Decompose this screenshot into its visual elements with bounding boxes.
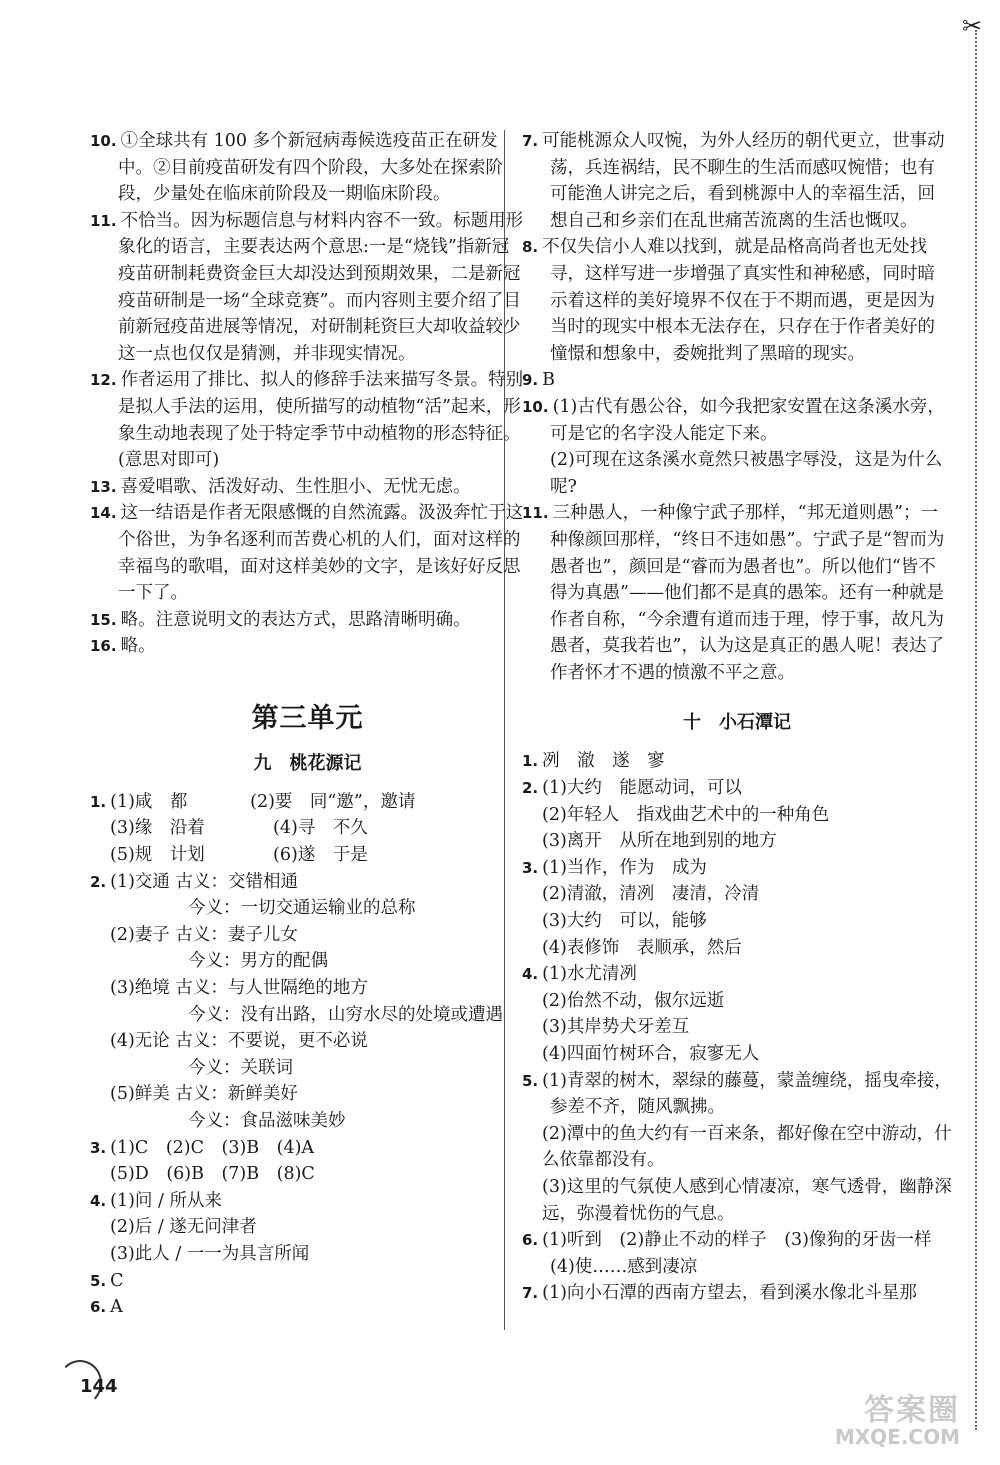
- scissors-icon: ✂: [962, 12, 983, 40]
- answer-r2-line: (3)离开 从所在地到别的地方: [542, 831, 777, 852]
- watermark-logo: 答案圈: [864, 1393, 960, 1428]
- answer-1-row: (5)规 计划 (6)遂 于是: [110, 845, 368, 866]
- answer-6: 6. A: [90, 1297, 123, 1318]
- answer-r5-line: (2)潭中的鱼大约有一百来条，都好像在空中游动，什么依靠都没有。: [542, 1123, 952, 1171]
- page-number: 144: [80, 1376, 118, 1397]
- answer-r3-line: 3. (1)当作，作为 成为: [522, 857, 707, 878]
- answer-4-line: (2)后 / 遂无问津者: [110, 1217, 257, 1238]
- answer-2-sub: 今义：关联词: [188, 1057, 293, 1078]
- answer-4-line: 4. (1)问 / 所从来: [90, 1190, 222, 1211]
- answer-1-row: 1. (1)咸 都 (2)要 同“邀”，邀请: [90, 791, 416, 812]
- answer-8: 8. 不仅失信小人难以找到，就是品格高尚者也无处找寻，这样写进一步增强了真实性和神秘感，同时暗示着这样的美好境界不仅在于不期而遇，更是因为当时的现实中根本无法存在，只存在于作者美好的憧憬和想象中，委婉批判了黑暗的现实。: [522, 237, 935, 364]
- answer-16: 16. 略。: [90, 636, 156, 657]
- answer-r4-line: 4. (1)水尤清冽: [522, 964, 637, 985]
- answer-2-head: (2)妻子 古义：妻子儿女: [110, 924, 298, 945]
- answer-3-line: 3. (1)C (2)C (3)B (4)A: [90, 1137, 315, 1158]
- answer-2-sub: 今义：没有出路，山穷水尽的处境或遭遇: [188, 1004, 503, 1025]
- answer-2-sub: 今义：食品滋味美妙: [188, 1111, 346, 1131]
- answer-11: 11. 不恰当。因为标题信息与材料内容不一致。标题用形象化的语言，主要表达两个意思:一是“烧钱”指新冠疫苗研制耗费资金巨大却没达到预期效果，二是新冠疫苗研制是一场“全球竞赛”。而内容则主要介绍了目前新冠疫苗进展等情况，对研制耗资巨大却收益较少这一点也仅仅是猜测，并非现实情况。: [90, 210, 524, 364]
- answer-r4-line: (2)佁然不动，俶尔远逝: [542, 990, 725, 1011]
- answer-r3-line: (4)表修饰 表顺承，然后: [542, 937, 742, 958]
- answer-13: 13. 喜爱唱歌、活泼好动、生性胆小、无忧无虑。: [90, 476, 471, 497]
- answer-14: 14. 这一结语是作者无限感慨的自然流露。汲汲奔忙于这个俗世，为争名逐利而苦费心机的人们，面对这样的幸福鸟的歌唱，面对这样美妙的文字，是该好好反思一下了。: [90, 503, 524, 604]
- answer-2-head: (5)鲜美 古义：新鲜美好: [110, 1084, 298, 1105]
- answer-2-head: 2. (1)交通 古义：交错相通: [90, 871, 298, 892]
- answer-10-line: 10. (1)古代有愚公谷，如今我把家安置在这条溪水旁，可是它的名字没人能定下来。: [522, 396, 945, 444]
- answer-r5-line: (3)这里的气氛使人感到心情凄凉，寒气透骨，幽静深远，弥漫着忧伤的气息。: [542, 1176, 952, 1224]
- answer-11-right: 11. 三种愚人，一种像宁武子那样，“邦无道则愚”；一种像颜回那样，“终日不违如愚”。宁武子是“智而为愚者也”，颜回是“睿而为愚者也”。所以他们“皆不得为真愚”——他们都不是真的愚笨。还有一种就是作者自称，“今余遭有道而违于理，悖于事，故凡为愚者，莫我若也”，认为这是真正的愚人呢！表达了作者怀才不遇的愤激不平之意。: [522, 503, 945, 683]
- watermark-url: MXQE.COM: [834, 1425, 960, 1449]
- answer-r6: 6. (1)听到 (2)静止不动的样子 (3)像狗的牙齿一样 (4)使……感到凄凉: [522, 1230, 950, 1277]
- answer-r5-line: 5. (1)青翠的树木，翠绿的藤蔓，蒙盖缠绕，摇曳牵接，参差不齐，随风飘拂。: [522, 1070, 952, 1118]
- lesson-title-9: 九 桃花源记: [253, 752, 362, 774]
- answer-r3-line: (2)清澈，清冽 凄清，冷清: [542, 884, 760, 905]
- answer-15: 15. 略。注意说明文的表达方式，思路清晰明确。: [90, 609, 471, 630]
- answer-r2-line: (2)年轻人 指戏曲艺术中的一种角色: [542, 804, 830, 825]
- answer-2-sub: 今义：男方的配偶: [188, 951, 328, 972]
- answer-r4-line: (4)四面竹树环合，寂寥无人: [542, 1044, 760, 1064]
- answer-9: 9. B: [522, 370, 556, 391]
- answer-r2-line: 2. (1)大约 能愿动词，可以: [522, 778, 742, 799]
- answer-r1: 1. 冽 澈 遂 寥: [522, 751, 665, 772]
- right-column: [522, 128, 952, 1307]
- answer-5: 5. C: [90, 1270, 124, 1291]
- answer-r3-line: (3)大约 可以，能够: [542, 911, 707, 932]
- unit-title: 第三单元: [251, 702, 364, 734]
- answer-3-line: (5)D (6)B (7)B (8)C: [110, 1164, 315, 1185]
- answer-1-row: (3)缘 沿着 (4)寻 不久: [110, 818, 368, 839]
- answer-4-line: (3)此人 / 一一为具言所闻: [110, 1243, 310, 1264]
- cut-line: [975, 30, 977, 1430]
- answer-12: 12. 作者运用了排比、拟人的修辞手法来描写冬景。特别是拟人手法的运用，使所描写的动植物“活”起来，形象生动地表现了处于特定季节中动植物的形态特征。(意思对即可): [90, 370, 524, 471]
- left-column: [90, 128, 525, 1321]
- answer-10: 10. ①全球共有 100 多个新冠病毒候选疫苗正在研发中。②目前疫苗研发有四个阶段，大多处在探索阶段，少量处在临床前阶段及一期临床阶段。: [90, 131, 503, 205]
- answer-2-block: [90, 869, 525, 1135]
- answer-2-head: (3)绝境 古义：与人世隔绝的地方: [110, 978, 368, 999]
- answer-10-line: (2)可现在这条溪水竟然只被愚字辱没，这是为什么呢?: [550, 450, 943, 497]
- answer-7: 7. 可能桃源众人叹惋，为外人经历的朝代更立，世事动荡，兵连祸结，民不聊生的生活而感叹惋惜；也有可能渔人讲完之后，看到桃源中人的幸福生活，回想自己和乡亲们在乱世痛苦流离的生活也慨叹。: [522, 131, 945, 231]
- answer-1-block: [90, 789, 525, 869]
- answer-2-head: (4)无论 古义：不要说，更不必说: [110, 1031, 368, 1052]
- answer-r4-line: (3)其岸势犬牙差互: [542, 1017, 690, 1038]
- answer-r7: 7. (1)向小石潭的西南方望去，看到溪水像北斗星那: [522, 1283, 917, 1304]
- lesson-title-10: 十 小石潭记: [683, 712, 791, 734]
- answer-2-sub: 今义：一切交通运输业的总称: [188, 898, 416, 919]
